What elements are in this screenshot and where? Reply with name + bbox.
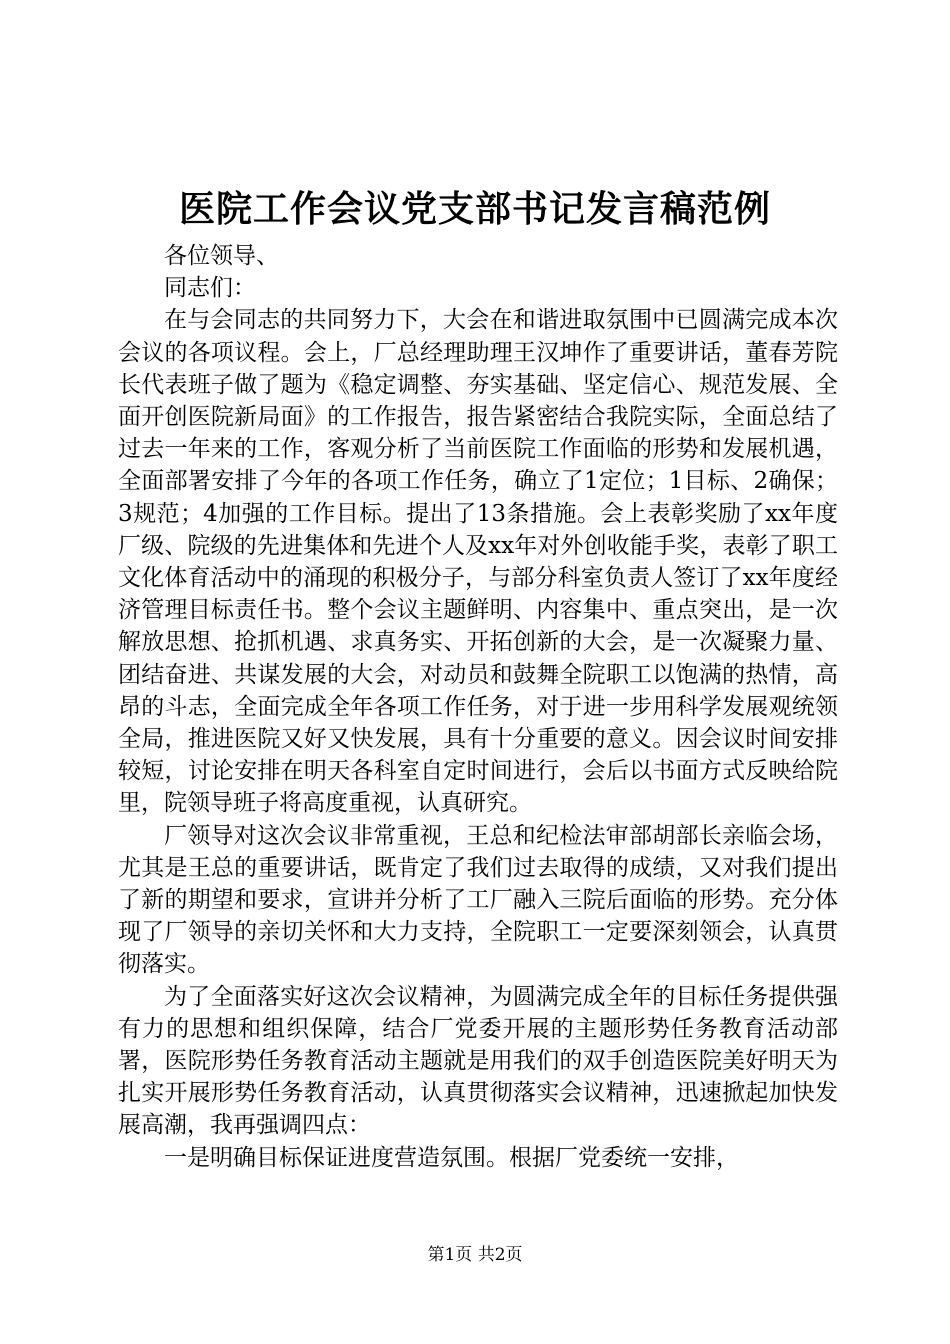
body-paragraph: 厂领导对这次会议非常重视，王总和纪检法审部胡部长亲临会场，尤其是王总的重要讲话，既肯定了我们过去取得的成绩，又对我们提出了新的期望和要求，宣讲并分析了工厂融入三院后面临的形势。充分体现了厂领导的亲切关怀和大力支持，全院职工一定要深刻领会，认真贯彻落实。 [118,822,838,978]
salutation-line: 各位领导、 [164,243,279,269]
document-title: 医院工作会议党支部书记发言稿范例 [178,188,771,230]
body-paragraph: 为了全面落实好这次会议精神，为圆满完成全年的目标任务提供强有力的思想和组织保障，结合厂党委开展的主题形势任务教育活动部署，医院形势任务教育活动主题就是用我们的双手创造医院美好明天为扎实开展形势任务教育活动，认真贯彻落实会议精神，迅速掀起加快发展高潮，我再强调四点： [118,983,838,1139]
document-body [118,240,838,1174]
page-footer: 第1页 共2页 [427,1245,523,1265]
body-paragraph: 在与会同志的共同努力下，大会在和谐进取氛围中已圆满完成本次会议的各项议程。会上，厂总经理助理王汉坤作了重要讲话，董春芳院长代表班子做了题为《稳定调整、夯实基础、坚定信心、规范发展、全面开创医院新局面》的工作报告，报告紧密结合我院实际，全面总结了过去一年来的工作，客观分析了当前医院工作面临的形势和发展机遇，全面部署安排了今年的各项工作任务，确立了1定位；1目标、2确保；3规范；4加强的工作目标。提出了13条措施。会上表彰奖励了xx年度厂级、院级的先进集体和先进个人及xx年对外创收能手奖，表彰了职工文化体育活动中的涌现的积极分子，与部分科室负责人签订了xx年度经济管理目标责任书。整个会议主题鲜明、内容集中、重点突出，是一次解放思想、抢抓机遇、求真务实、开拓创新的大会，是一次凝聚力量、团结奋进、共谋发展的大会，对动员和鼓舞全院职工以饱满的热情，高昂的斗志，全面完成全年各项工作任务，对于进一步用科学发展观统领全局，推进医院又好又快发展，具有十分重要的意义。因会议时间安排较短，讨论安排在明天各科室自定时间进行，会后以书面方式反映给院里，院领导班子将高度重视，认真研究。 [118,307,838,817]
salutation-line: 同志们： [164,275,256,302]
body-paragraph: 一是明确目标保证进度营造氛围。根据厂党委统一安排， [164,1144,739,1171]
